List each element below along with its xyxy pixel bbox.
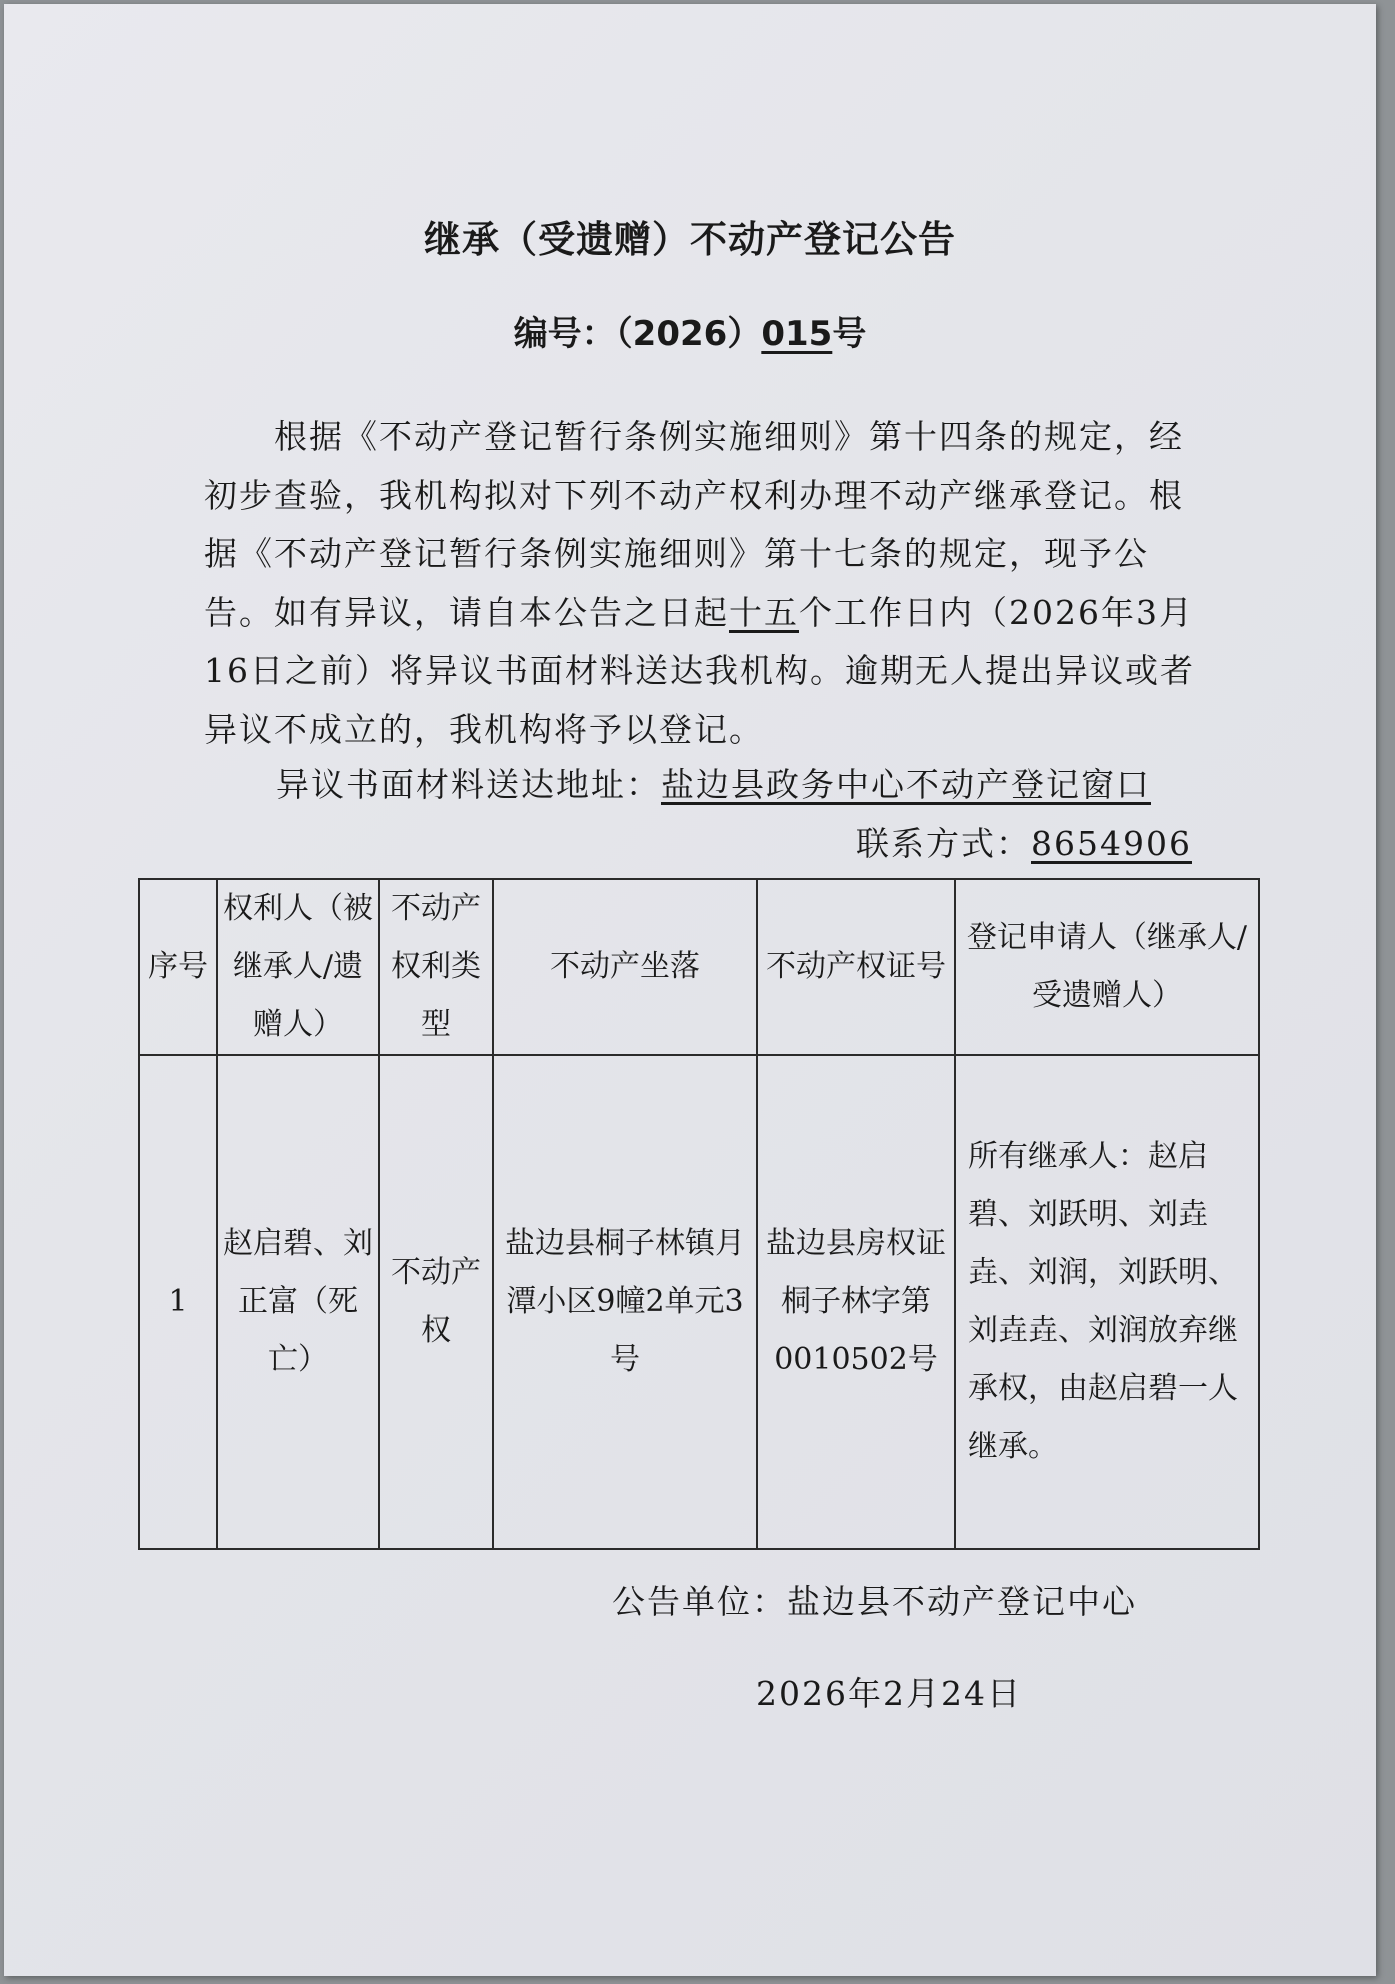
page-title: 继承（受遗赠）不动产登记公告 [424, 218, 956, 261]
cell-right-type: 不动产权 [379, 1055, 493, 1549]
paragraph-text-2: 个工作日内（2026年3月16日之前）将异议书面材料送达我机构。逾期无人提出异议或者异议不成立的，我机构将予以登记。 [204, 592, 1195, 749]
header-location: 不动产坐落 [493, 879, 757, 1055]
registration-table [138, 878, 1260, 1550]
contact-info [856, 818, 1192, 865]
contact-label: 联系方式： [856, 824, 1031, 863]
objection-address [276, 759, 1151, 806]
cell-location: 盐边县桐子林镇月潭小区9幢2单元3号 [493, 1055, 757, 1549]
notice-paragraph [204, 408, 1204, 759]
document-number [4, 306, 1376, 355]
issuer-label: 公告单位： [612, 1582, 787, 1621]
doc-number-value: 015 [761, 314, 833, 354]
table-row [139, 1055, 1259, 1549]
header-applicant: 登记申请人（继承人/受遗赠人） [955, 879, 1259, 1055]
header-holder: 权利人（被继承人/遗赠人） [217, 879, 379, 1055]
paragraph-text-1: 根据《不动产登记暂行条例实施细则》第十四条的规定，经初步查验，我机构拟对下列不动产权利办理不动产继承登记。根据《不动产登记暂行条例实施细则》第十七条的规定，现予公告。如有异议，请自本公告之日起 [204, 417, 1184, 632]
issuer [612, 1576, 1137, 1623]
notice-date: 2026年2月24日 [756, 1674, 1022, 1713]
working-days: 十五 [729, 592, 799, 632]
cell-applicant: 所有继承人：赵启碧、刘跃明、刘垚垚、刘润，刘跃明、刘垚垚、刘润放弃继承权，由赵启碧一人继承。 [955, 1055, 1259, 1549]
header-cert-no: 不动产权证号 [757, 879, 955, 1055]
header-right-type: 不动产权利类型 [379, 879, 493, 1055]
table-header-row [139, 879, 1259, 1055]
doc-number-suffix: 号 [832, 314, 867, 354]
contact-phone: 8654906 [1031, 824, 1192, 863]
header-seq: 序号 [139, 879, 217, 1055]
address-label: 异议书面材料送达地址： [276, 765, 661, 804]
notice-body [204, 408, 1204, 759]
notice-paper [4, 4, 1376, 1976]
cell-cert-no: 盐边县房权证桐子林字第0010502号 [757, 1055, 955, 1549]
doc-number-prefix: 编号：（2026） [513, 314, 762, 354]
cell-holder: 赵启碧、刘正富（死亡） [217, 1055, 379, 1549]
cell-seq: 1 [139, 1055, 217, 1549]
address-value: 盐边县政务中心不动产登记窗口 [661, 765, 1151, 804]
issuer-name: 盐边县不动产登记中心 [787, 1582, 1137, 1621]
